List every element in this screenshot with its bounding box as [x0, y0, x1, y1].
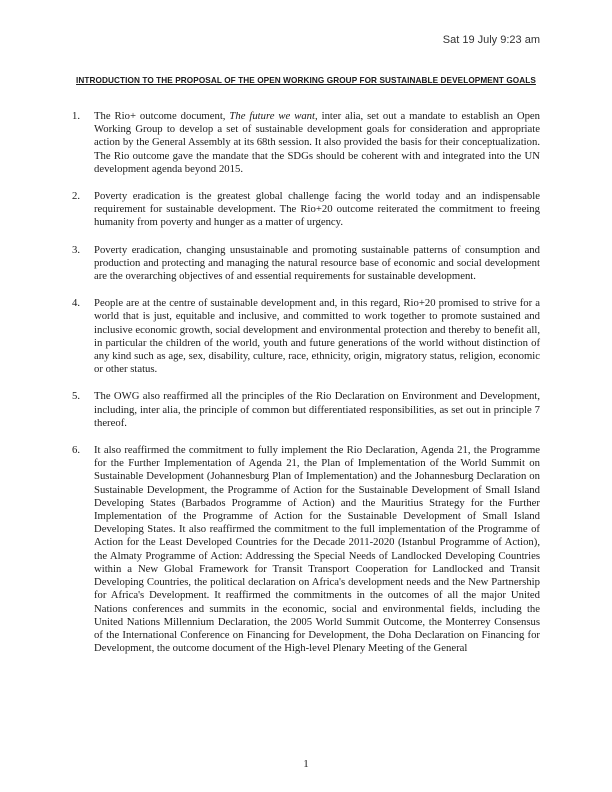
paragraph-text-start: The Rio+ outcome document, [94, 110, 230, 122]
paragraph-2 [72, 190, 540, 230]
paragraph-text: It also reaffirmed the commitment to fully implement the Rio Declaration, Agenda 21, the Programme for the Further Implementation of Agenda 21, the Plan of Implementation of the World Summit on Sustainable Development (Johannesburg Plan of Implementation) and the Johannesburg Declaration on Sustainable Development, the Programme of Action for the Sustainable Development of Small Island Developing States (Barbados Programme of Action) and the Mauritius Strategy for the Further Implementation of the Programme of Action for the Sustainable Development of Small Island Developing States. It also reaffirmed the commitment to the full implementation of the Programme of Action for the Least Developed Countries for the Decade 2011-2020 (Istanbul Programme of Action), the Almaty Programme of Action: Addressing the Special Needs of Landlocked Developing Countries within a New Global Framework for Transit Transport Cooperation for Landlocked and Transit Developing Countries, the political declaration on Africa's development needs and the New Partnership for Africa's Development. It reaffirmed the commitments in the outcomes of all the major United Nations conferences and summits in the economic, social and environmental fields, including the United Nations Millennium Declaration, the 2005 World Summit Outcome, the Monterrey Consensus of the International Conference on Financing for Development, the Doha Declaration on Financing for Development, the outcome document of the High-level Plenary Meeting of the General [94, 444, 540, 655]
document-title: INTRODUCTION TO THE PROPOSAL OF THE OPEN WORKING GROUP FOR SUSTAINABLE DEVELOPMENT GOALS [76, 76, 536, 85]
paragraph-list [72, 110, 541, 669]
paragraph-5 [72, 390, 540, 430]
timestamp: Sat 19 July 9:23 am [442, 34, 540, 46]
paragraph-number: 5. [72, 390, 81, 403]
paragraph-number: 3. [72, 243, 81, 256]
paragraph-text-end: , inter alia, set out a mandate to establish an Open Working Group to develop a set of sustainable development goals for consideration and appropriate action by the General Assembly at its 68th session. It also provided the basis for their conceptualization. The Rio outcome gave the mandate that the SDGs should be coherent with and integrated into the UN development agenda beyond 2015. [94, 110, 541, 175]
paragraph-text: Poverty eradication, changing unsustainable and promoting sustainable patterns of consumption and production and protecting and managing the natural resource base of economic and social development are the overarching objectives of and essential requirements for sustainable development. [94, 243, 540, 283]
paragraph-number: 4. [72, 297, 81, 310]
page-number: 1 [303, 758, 309, 770]
paragraph-4 [72, 297, 540, 376]
paragraph-text: The OWG also reaffirmed all the principles of the Rio Declaration on Environment and Development, including, inter alia, the principle of common but differentiated responsibilities, as set out in principle 7 thereof. [94, 390, 540, 429]
paragraph-text: People are at the centre of sustainable development and, in this regard, Rio+20 promised to strive for a world that is just, equitable and inclusive, and committed to work together to promote sustained and inclusive economic growth, social development and environmental protection and thereby to benefit all, in particular the children of the world, youth and future generations of the world without distinction of any kind such as age, sex, disability, culture, race, ethnicity, origin, migratory status, religion, economic or other status. [94, 297, 540, 376]
paragraph-text: Poverty eradication is the greatest global challenge facing the world today and an indispensable requirement for sustainable development. The Rio+20 outcome reiterated the commitment to freeing humanity from poverty and hunger as a matter of urgency. [94, 190, 540, 229]
paragraph-number: 6. [72, 444, 81, 457]
paragraph-1 [72, 110, 541, 176]
paragraph-number: 1. [72, 110, 81, 122]
paragraph-3 [72, 243, 540, 284]
paragraph-number: 2. [72, 190, 81, 203]
document-name-italic: The future we want [229, 110, 315, 122]
paragraph-6 [72, 444, 540, 655]
